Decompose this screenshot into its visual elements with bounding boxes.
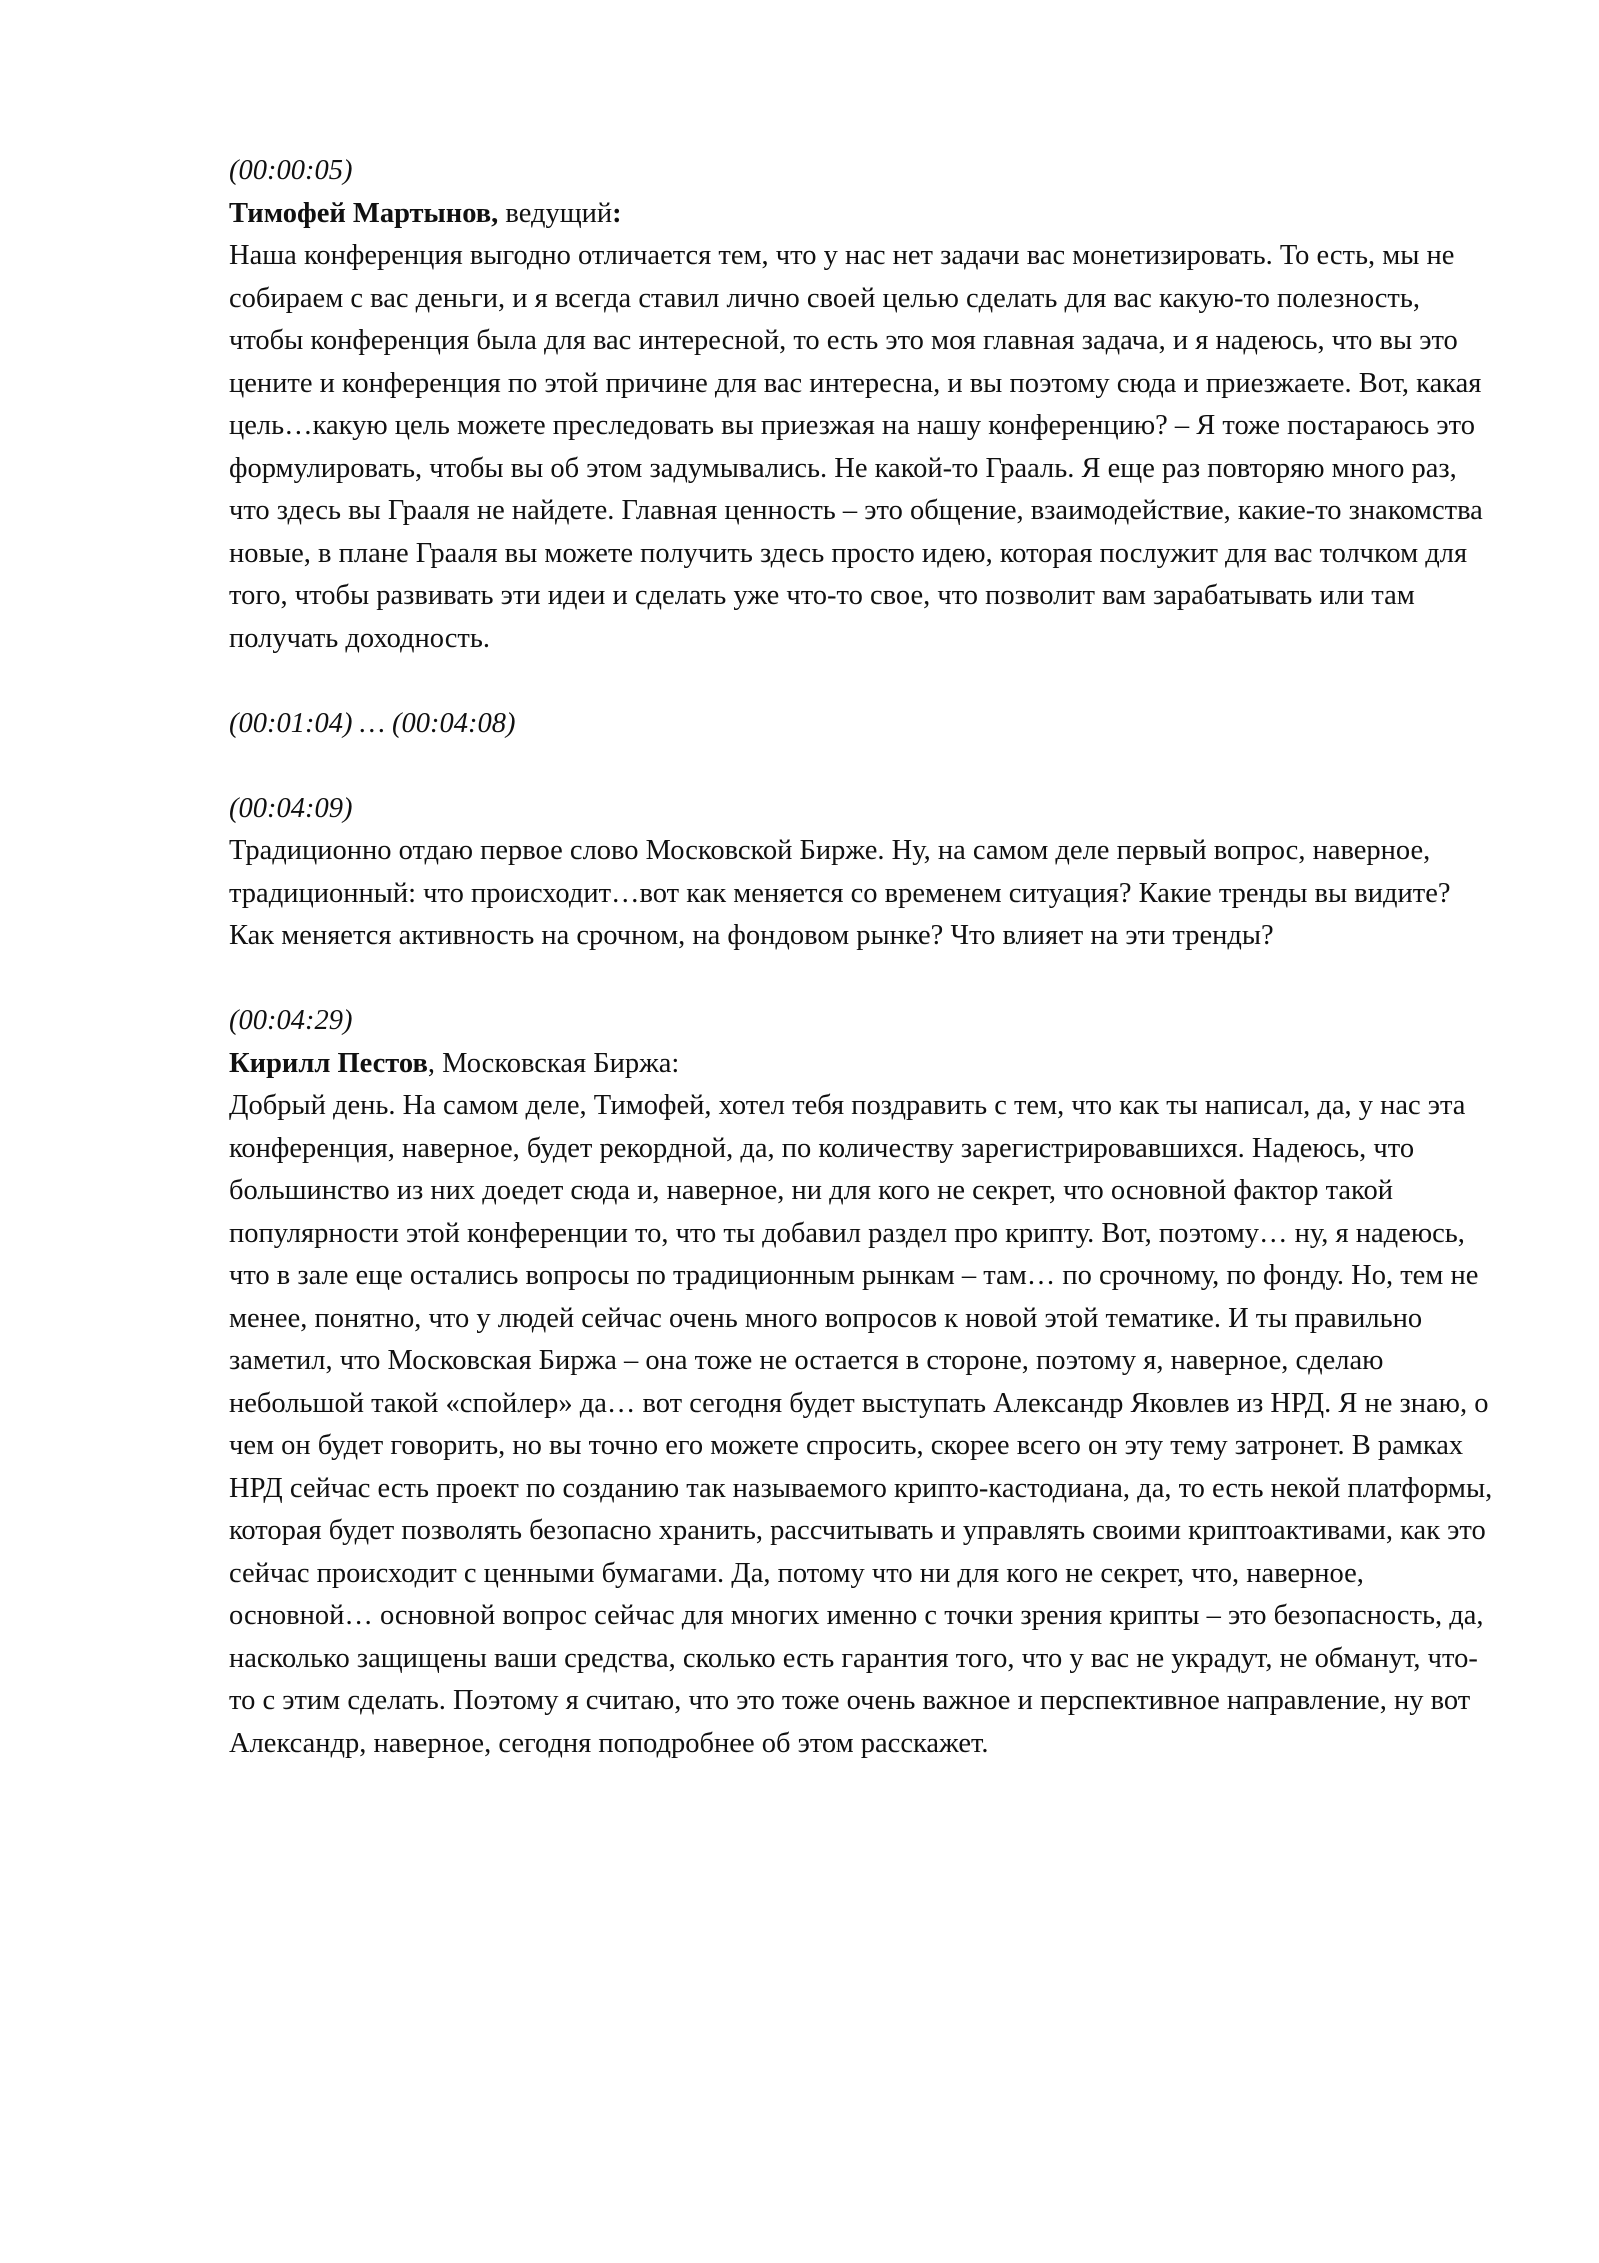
speech-text: Наша конференция выгодно отличается тем, что у нас нет задачи вас монетизировать. То есть, мы не собираем с вас деньги, и я всегда ставил лично своей целью сделать для вас какую-то полезность, чтобы конференция была для вас интересной, то есть это моя главная задача, и я надеюсь, что вы это цените и конференция по этой причине для вас интересна, и вы поэтому сюда и приезжаете. Вот, какая цель…какую цель можете преследовать вы приезжая на нашу конференцию? – Я тоже постараюсь это формулировать, чтобы вы об этом задумывались. Не какой-то Грааль. Я еще раз повторяю много раз, что здесь вы Грааля не найдете. Главная ценность – это общение, взаимодействие, какие-то знакомства новые, в плане Грааля вы можете получить здесь просто идею, которая послужит для вас толчком для того, чтобы развивать эти идеи и сделать уже что-то свое, что позволит вам зарабатывать или там получать доходность. — [229, 240, 1483, 654]
speaker-name: Тимофей Мартынов, — [229, 197, 499, 229]
speaker-role: , Московская Биржа: — [427, 1047, 680, 1079]
speaker-name: Кирилл Пестов — [229, 1047, 428, 1079]
speech-text: Добрый день. На самом деле, Тимофей, хотел тебя поздравить с тем, что как ты написал, да, у нас эта конференция, наверное, будет рекордной, да, по количеству зарегистрировавшихся. Надеюсь, что большинство из них доедет сюда и, наверное, ни для кого не секрет, что основной фактор такой популярности этой конференции то, что ты добавил раздел про крипту. Вот, поэтому… ну, я надеюсь, что в зале еще остались вопросы по традиционным рынкам – там… по срочному, по фонду. Но, тем не менее, понятно, что у людей сейчас очень много вопросов к новой этой тематике. И ты правильно заметил, что Московская Биржа – она тоже не остается в стороне, поэтому я, наверное, сделаю небольшой такой «спойлер» да… вот сегодня будет выступать Александр Яковлев из НРД. Я не знаю, о чем он будет говорить, но вы точно его можете спросить, скорее всего он эту тему затронет. В рамках НРД сейчас есть проект по созданию так называемого крипто-кастодиана, да, то есть некой платформы, которая будет позволять безопасно хранить, рассчитывать и управлять своими криптоактивами, как это сейчас происходит с ценными бумагами. Да, потому что ни для кого не секрет, что, наверное, основной… основной вопрос сейчас для многих именно с точки зрения крипты – это безопасность, да, насколько защищены ваши средства, сколько есть гарантия того, что у вас не украдут, не обманут, что-то с этим сделать. Поэтому я считаю, что это тоже очень важное и перспективное направление, ну вот Александр, наверное, сегодня поподробнее об этом расскажет. — [229, 1090, 1493, 1759]
speaker-line — [229, 193, 1499, 236]
speaker-role: ведущий — [498, 197, 613, 229]
speaker-line — [229, 1043, 1499, 1086]
timestamp: (00:04:29) — [229, 1005, 353, 1036]
timestamp: (00:00:05) — [229, 155, 353, 186]
transcript-block-4 — [229, 1000, 1499, 1765]
timestamp: (00:04:09) — [229, 792, 353, 824]
transcript-block-2 — [229, 703, 1499, 746]
speaker-colon: : — [612, 197, 622, 229]
speech-text: Традиционно отдаю первое слово Московской Бирже. Ну, на самом деле первый вопрос, наверное, традиционный: что происходит…вот как меняется со временем ситуация? Какие тренды вы видите? Как меняется активность на срочном, на фондовом рынке? Что влияет на эти тренды? — [229, 835, 1451, 951]
transcript-block-1 — [229, 150, 1499, 660]
transcript-block-3 — [229, 788, 1499, 958]
transcript-page — [229, 150, 1499, 1808]
timestamp: (00:01:04) … (00:04:08) — [229, 707, 516, 739]
